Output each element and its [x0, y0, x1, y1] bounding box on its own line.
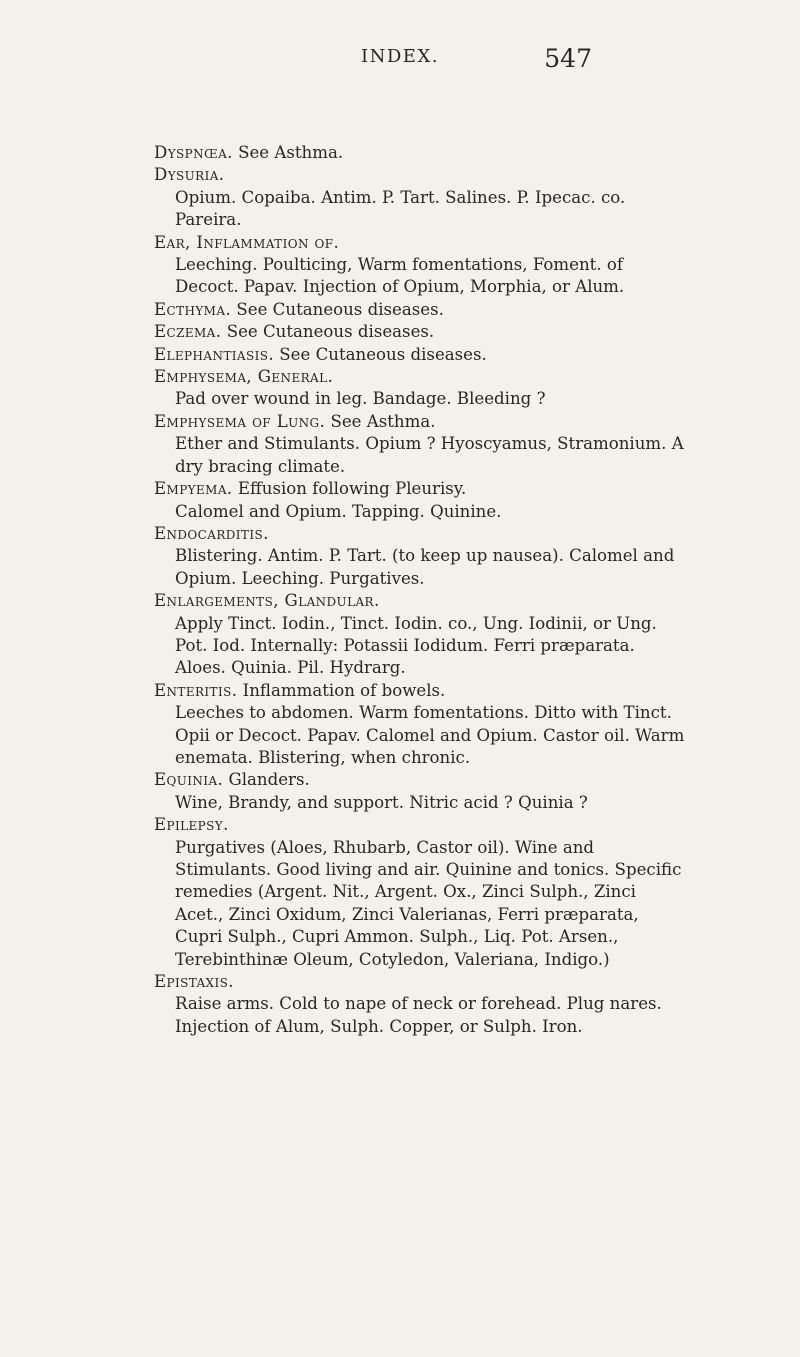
index-entries	[154, 142, 686, 1038]
running-header	[0, 44, 800, 84]
index-entry	[154, 142, 686, 164]
entry-heading-line	[154, 164, 686, 186]
entry-headword: Ear, Inflammation of.	[154, 232, 340, 252]
entry-remedies: Pad over wound in leg. Bandage. Bleeding ?	[175, 389, 546, 409]
index-entry	[154, 299, 686, 321]
entry-headword: Elephantiasis.	[154, 344, 275, 364]
entry-headword: Ecthyma.	[154, 299, 232, 319]
entry-headword: Enlargements, Glandular.	[154, 591, 380, 611]
entry-headword: Enteritis.	[154, 680, 238, 700]
entry-remedies: Calomel and Opium. Tapping. Quinine.	[175, 501, 502, 521]
entry-remedies: Leeches to abdomen. Warm fomentations. Ditto with Tinct. Opii or Decoct. Papav. Calomel and Opium. Castor oil. Warm enemata. Blistering, when chronic.	[175, 703, 685, 767]
index-entry	[154, 344, 686, 366]
entry-headword: Emphysema, General.	[154, 367, 334, 387]
entry-remedies: Blistering. Antim. P. Tart. (to keep up nausea). Calomel and Opium. Leeching. Purgatives.	[175, 546, 675, 588]
entry-heading-line	[154, 344, 686, 366]
entry-remedies: Leeching. Poulticing, Warm fomentations, Foment. of Decoct. Papav. Injection of Opium, Morphia, or Alum.	[175, 255, 625, 297]
entry-headword: Empyema.	[154, 479, 233, 499]
entry-headword: Epistaxis.	[154, 972, 234, 992]
entry-cross-reference: See Asthma.	[325, 411, 436, 431]
index-entry	[154, 366, 686, 411]
entry-remedies: Opium. Copaiba. Antim. P. Tart. Salines. P. Ipecac. co. Pareira.	[175, 187, 626, 230]
index-entry	[154, 321, 686, 343]
entry-cross-reference: See Cutaneous diseases.	[231, 299, 444, 319]
page-number: 547	[544, 44, 592, 73]
entry-cross-reference: Glanders.	[223, 770, 310, 790]
index-entry	[154, 680, 686, 770]
entry-heading-line	[154, 680, 686, 702]
entry-heading-line	[154, 814, 686, 836]
entry-heading-line	[154, 411, 686, 433]
entry-heading-line	[154, 232, 686, 254]
entry-remedies: Purgatives (Aloes, Rhubarb, Castor oil). Wine and Stimulants. Good living and air. Quinine and tonics. Specific remedies (Argent. Nit., Argent. Ox., Zinci Sulph., Zinci Acet., Zinci Oxidum, Zinci Valerianas, Ferri præparata, Cupri Sulph., Cupri Ammon. Sulph., Liq. Pot. Arsen., Terebinthinæ Oleum, Cotyledon, Valeriana, Indigo.)	[175, 837, 682, 969]
index-entry	[154, 523, 686, 590]
entry-remedies: Ether and Stimulants. Opium ? Hyoscyamus, Stramonium. A dry bracing climate.	[175, 434, 684, 476]
index-entry	[154, 478, 686, 523]
entry-headword: Dyspnœa.	[154, 143, 233, 162]
entry-headword: Endocarditis.	[154, 523, 269, 543]
entry-headword: Dysuria.	[154, 165, 225, 185]
entry-heading-line	[154, 321, 686, 343]
entry-cross-reference: Effusion following Pleurisy.	[232, 479, 467, 499]
entry-heading-line	[154, 769, 686, 791]
index-entry	[154, 164, 686, 231]
index-entry	[154, 232, 686, 299]
entry-heading-line	[154, 478, 686, 500]
entry-cross-reference: Inflammation of bowels.	[237, 680, 446, 700]
entry-heading-line	[154, 142, 686, 164]
entry-remedies: Apply Tinct. Iodin., Tinct. Iodin. co., Ung. Iodinii, or Ung. Pot. Iod. Internally: Potassii Iodidum. Ferri præparata. Aloes. Quinia. Pil. Hydrarg.	[175, 613, 657, 678]
entry-heading-line	[154, 590, 686, 612]
entry-heading-line	[154, 523, 686, 545]
entry-remedies: Wine, Brandy, and support. Nitric acid ? Quinia ?	[175, 792, 588, 812]
entry-cross-reference: See Cutaneous diseases.	[221, 322, 435, 342]
index-entry	[154, 411, 686, 478]
entry-cross-reference: See Asthma.	[232, 143, 344, 162]
entry-cross-reference: See Cutaneous diseases.	[274, 344, 487, 364]
entry-heading-line	[154, 366, 686, 388]
entry-headword: Epilepsy.	[154, 815, 229, 835]
entry-heading-line	[154, 971, 686, 993]
running-title: INDEX.	[361, 46, 439, 67]
index-entry	[154, 590, 686, 680]
entry-headword: Emphysema of Lung.	[154, 411, 326, 431]
entry-heading-line	[154, 299, 686, 321]
index-entry	[154, 814, 686, 971]
index-entry	[154, 971, 686, 1038]
index-entry	[154, 769, 686, 814]
entry-headword: Eczema.	[154, 322, 222, 342]
entry-remedies: Raise arms. Cold to nape of neck or forehead. Plug nares. Injection of Alum, Sulph. Copper, or Sulph. Iron.	[175, 994, 662, 1036]
entry-headword: Equinia.	[154, 770, 224, 790]
